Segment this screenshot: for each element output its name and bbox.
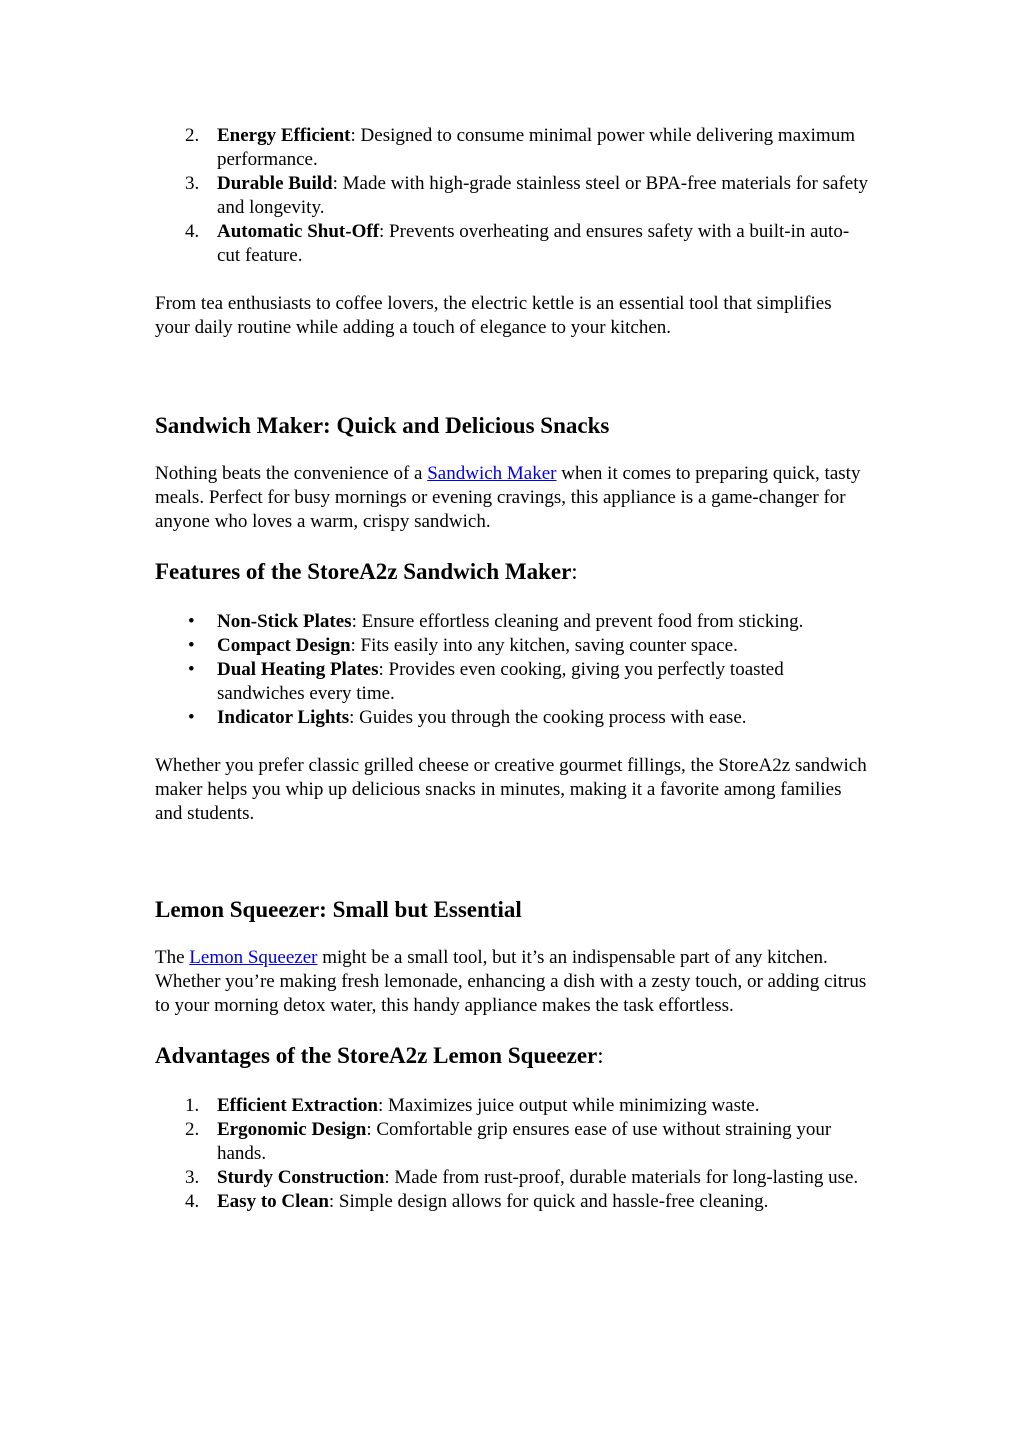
list-text: : Ensure effortless cleaning and prevent food from sticking. (351, 611, 804, 632)
list-number: 3. (185, 173, 200, 194)
list-term: Energy Efficient (217, 125, 351, 146)
list-text: : Provides even cooking, giving you perfectly toasted sandwiches every time. (217, 659, 784, 704)
lemon-advantages-heading (155, 1042, 870, 1070)
sandwich-intro-paragraph (155, 462, 870, 534)
bullet-icon: • (188, 611, 195, 632)
features-heading-colon: : (571, 559, 578, 584)
list-item (155, 610, 870, 634)
list-number: 1. (185, 1095, 200, 1116)
list-number: 4. (185, 1191, 200, 1212)
list-term: Ergonomic Design (217, 1119, 367, 1140)
list-term: Durable Build (217, 173, 333, 194)
sandwich-heading: Sandwich Maker: Quick and Delicious Snacks (155, 413, 610, 438)
list-text: : Prevents overheating and ensures safety with a built-in auto-cut feature. (217, 221, 850, 266)
list-text: : Simple design allows for quick and hassle-free cleaning. (328, 1191, 769, 1212)
list-text: : Made from rust-proof, durable materials for long-lasting use. (384, 1167, 859, 1188)
list-number: 4. (185, 221, 200, 242)
list-item (155, 634, 870, 658)
sandwich-intro-after: when it comes to preparing quick, tasty meals. Perfect for busy mornings or evening cravings, this appliance is a game-changer for anyone who loves a warm, crispy sandwich. (155, 463, 861, 532)
document-page (155, 124, 870, 1214)
list-term: Non-Stick Plates (217, 611, 352, 632)
sandwich-outro-paragraph: Whether you prefer classic grilled cheese or creative gourmet fillings, the StoreA2z sandwich maker helps you whip up delicious snacks in minutes, making it a favorite among families and students. (155, 755, 867, 824)
list-text: : Made with high-grade stainless steel or BPA-free materials for safety and longevity. (217, 173, 868, 218)
bullet-icon: • (188, 635, 195, 656)
bullet-icon: • (188, 659, 195, 680)
list-term: Easy to Clean (217, 1191, 329, 1212)
lemon-squeezer-link[interactable]: Lemon Squeezer (189, 947, 318, 968)
list-term: Compact Design (217, 635, 351, 656)
list-term: Sturdy Construction (217, 1167, 385, 1188)
list-item (155, 220, 870, 268)
bullet-icon: • (188, 707, 195, 728)
list-term: Efficient Extraction (217, 1095, 378, 1116)
features-heading-text: Features of the StoreA2z Sandwich Maker (155, 559, 572, 584)
sandwich-intro-before: Nothing beats the convenience of a (155, 463, 428, 484)
sandwich-maker-link[interactable]: Sandwich Maker (427, 463, 557, 484)
advantages-heading-text: Advantages of the StoreA2z Lemon Squeezer (155, 1043, 598, 1068)
list-text: : Fits easily into any kitchen, saving counter space. (350, 635, 738, 656)
lemon-intro-paragraph (155, 946, 870, 1018)
list-text: : Comfortable grip ensures ease of use without straining your hands. (217, 1119, 832, 1164)
kettle-outro-paragraph: From tea enthusiasts to coffee lovers, the electric kettle is an essential tool that simplifies your daily routine while adding a touch of elegance to your kitchen. (155, 293, 832, 338)
list-item (155, 1166, 870, 1190)
list-item (155, 658, 870, 706)
list-text: : Maximizes juice output while minimizing waste. (377, 1095, 760, 1116)
lemon-intro-after: might be a small tool, but it’s an indispensable part of any kitchen. Whether you’re making fresh lemonade, enhancing a dish with a zesty touch, or adding citrus to your morning detox water, this handy appliance makes the task effortless. (155, 947, 867, 1016)
advantages-heading-colon: : (597, 1043, 604, 1068)
list-term: Automatic Shut-Off (217, 221, 380, 242)
list-text: : Guides you through the cooking process with ease. (349, 707, 747, 728)
lemon-advantages-list (155, 1094, 870, 1214)
list-text: : Designed to consume minimal power while delivering maximum performance. (217, 125, 855, 170)
lemon-heading: Lemon Squeezer: Small but Essential (155, 897, 522, 922)
list-item (155, 1190, 870, 1214)
list-item (155, 1118, 870, 1166)
sandwich-features-heading (155, 558, 870, 586)
list-term: Indicator Lights (217, 707, 350, 728)
list-term: Dual Heating Plates (217, 659, 379, 680)
list-item (155, 706, 870, 730)
list-number: 2. (185, 1119, 200, 1140)
list-number: 3. (185, 1167, 200, 1188)
kettle-features-list (155, 124, 870, 268)
lemon-intro-before: The (155, 947, 190, 968)
list-item (155, 172, 870, 220)
list-item (155, 1094, 870, 1118)
list-number: 2. (185, 125, 200, 146)
list-item (155, 124, 870, 172)
sandwich-features-list (155, 610, 870, 730)
